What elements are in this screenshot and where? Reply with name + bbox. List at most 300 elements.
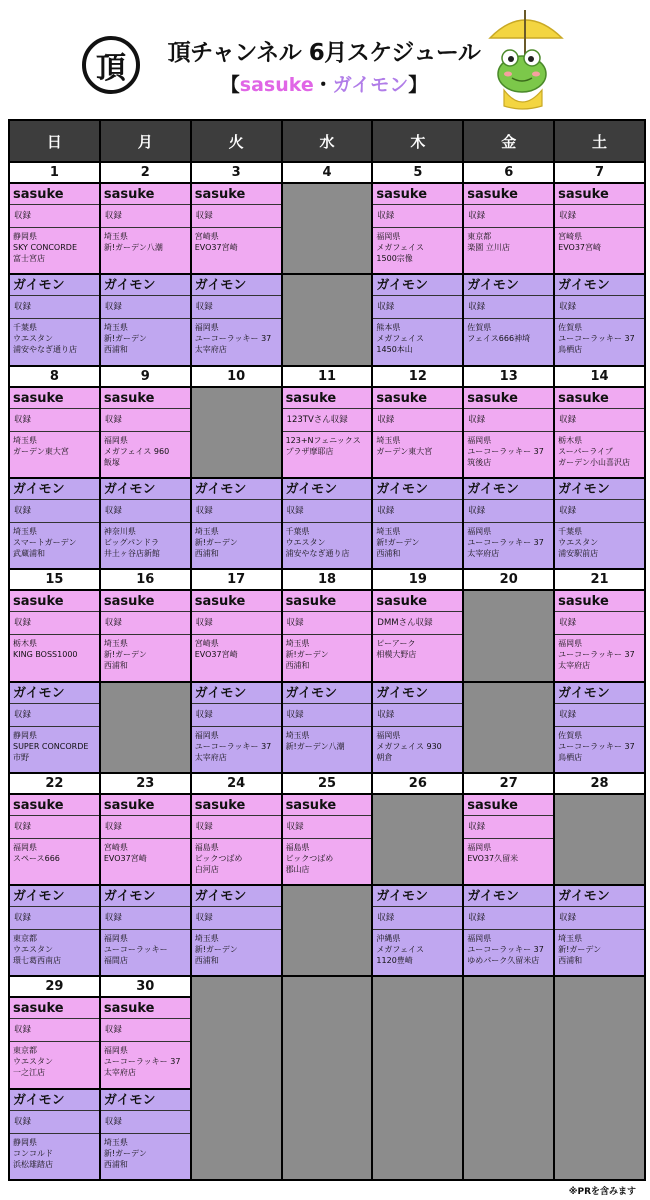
empty-slot (101, 683, 190, 772)
sasuke-slot (283, 591, 372, 680)
divider (555, 634, 644, 635)
recording-label: 収録 (377, 211, 395, 221)
performer-name: ガイモン (467, 278, 519, 294)
day-number: 26 (373, 774, 462, 793)
gaimon-slot (192, 275, 281, 364)
sasuke-slot (555, 388, 644, 477)
performer-name: ガイモン (558, 278, 610, 294)
divider (555, 611, 644, 612)
performer-name: ガイモン (376, 481, 429, 497)
empty-slot (464, 591, 553, 680)
day-number: 23 (101, 774, 190, 793)
sasuke-slot (555, 184, 644, 273)
recording-label: 収録 (14, 821, 32, 832)
divider (10, 1110, 99, 1111)
divider (464, 906, 553, 907)
performer-name: ガイモン (13, 481, 65, 497)
empty-day-cell (192, 977, 281, 1179)
recording-label: 収録 (286, 821, 304, 832)
recording-label: 収録 (14, 913, 32, 924)
divider (10, 499, 99, 500)
divider (283, 838, 372, 839)
venue-text: 埼玉県 新!ガーデン 西浦和 (194, 934, 238, 966)
recording-label: 収録 (14, 211, 32, 221)
gaimon-slot (10, 479, 99, 568)
day-cell (192, 163, 281, 365)
performer-name: ガイモン (467, 889, 519, 905)
performer-name: ガイモン (194, 278, 247, 294)
sasuke-slot (101, 388, 190, 477)
performer-name: ガイモン (13, 1092, 65, 1108)
empty-slot (283, 886, 372, 975)
divider (283, 431, 372, 432)
performer-name: ガイモン (13, 685, 65, 701)
divider (373, 611, 462, 612)
divider (464, 431, 553, 432)
gaimon-slot (464, 275, 553, 364)
divider (10, 227, 99, 228)
empty-day-cell (555, 977, 644, 1179)
venue-text: 千葉県 ウエスタン 浦安やなぎ通り店 (13, 323, 77, 355)
divider (101, 522, 190, 523)
sasuke-slot (373, 388, 462, 477)
divider (555, 204, 644, 205)
sasuke-slot (10, 388, 99, 477)
recording-label: 収録 (468, 211, 486, 221)
recording-label: 収録 (195, 913, 213, 924)
gaimon-slot (464, 886, 553, 975)
day-cell (464, 367, 553, 569)
day-number: 8 (10, 367, 99, 386)
divider (464, 838, 553, 839)
sasuke-slot (10, 795, 99, 884)
recording-label: 収録 (104, 211, 122, 221)
divider (555, 522, 644, 523)
venue-text: 福岡県 ユーコーラッキー 福間店 (103, 934, 168, 966)
day-number: 6 (464, 163, 553, 182)
performer-name: ガイモン (103, 278, 156, 294)
divider (373, 634, 462, 635)
divider (10, 522, 99, 523)
divider (555, 431, 644, 432)
performer-name: ガイモン (13, 889, 65, 905)
recording-label: 収録 (377, 913, 395, 924)
gaimon-slot (101, 1090, 190, 1179)
divider (10, 204, 99, 205)
empty-slot (555, 795, 644, 884)
gaimon-slot (10, 683, 99, 772)
subtitle-sasuke: sasuke (239, 74, 314, 96)
divider (192, 204, 281, 205)
divider (10, 318, 99, 319)
recording-label: 収録 (195, 618, 213, 629)
divider (373, 204, 462, 205)
performer-name: sasuke (194, 594, 246, 610)
divider (10, 634, 99, 635)
day-number: 28 (555, 774, 644, 793)
divider (10, 838, 99, 839)
performer-name: sasuke (103, 1001, 155, 1017)
venue-text: 123+Nフェニックス プラザ摩耶店 (285, 435, 361, 456)
performer-name: ガイモン (285, 685, 338, 701)
performer-name: sasuke (467, 390, 518, 406)
gaimon-slot (555, 479, 644, 568)
performer-name: ガイモン (13, 278, 65, 294)
weekday-header: 日 (10, 121, 99, 161)
performer-name: ガイモン (558, 685, 610, 701)
divider (192, 929, 281, 930)
gaimon-slot (192, 683, 281, 772)
sasuke-slot (283, 795, 372, 884)
venue-text: 千葉県 ウエスタン 浦安やなぎ通り店 (285, 526, 350, 558)
frog-umbrella-illustration (482, 2, 568, 114)
performer-name: ガイモン (376, 685, 429, 701)
empty-slot (283, 184, 372, 273)
day-number: 3 (192, 163, 281, 182)
day-number: 14 (555, 367, 644, 386)
day-cell (101, 977, 190, 1179)
day-cell (283, 163, 372, 365)
divider (373, 929, 462, 930)
recording-label: 収録 (468, 821, 486, 832)
day-cell (10, 570, 99, 772)
recording-label: 収録 (104, 913, 122, 924)
gaimon-slot (555, 275, 644, 364)
performer-name: sasuke (467, 187, 518, 202)
divider (464, 815, 553, 816)
sasuke-slot (464, 184, 553, 273)
day-cell (10, 163, 99, 365)
divider (283, 726, 372, 727)
divider (192, 227, 281, 228)
performer-name: sasuke (285, 594, 337, 610)
divider (192, 815, 281, 816)
performer-name: sasuke (13, 390, 64, 406)
venue-text: 埼玉県 新!ガーデン 西浦和 (194, 526, 238, 558)
recording-label: 収録 (559, 709, 577, 720)
performer-name: sasuke (558, 594, 609, 610)
sasuke-slot (555, 591, 644, 680)
header (0, 0, 650, 118)
sasuke-slot (192, 591, 281, 680)
empty-slot (464, 683, 553, 772)
recording-label: 収録 (559, 211, 577, 221)
divider (10, 906, 99, 907)
sasuke-slot (101, 184, 190, 273)
gaimon-slot (192, 886, 281, 975)
divider (373, 499, 462, 500)
venue-text: 宮崎県 EVO37宮崎 (194, 639, 238, 660)
divider (10, 431, 99, 432)
gaimon-slot (101, 886, 190, 975)
divider (101, 295, 190, 296)
day-number: 12 (373, 367, 462, 386)
performer-name: ガイモン (103, 481, 156, 497)
performer-name: ガイモン (558, 481, 610, 497)
venue-text: 福岡県 メガフェイス 960 飯塚 (103, 435, 170, 467)
recording-label: 収録 (104, 1025, 122, 1036)
pr-note: ※PRを含みます (568, 1187, 636, 1197)
divider (555, 906, 644, 907)
venue-text: 埼玉県 ガーデン東大宮 (376, 435, 433, 456)
divider (373, 318, 462, 319)
divider (464, 408, 553, 409)
day-number: 9 (101, 367, 190, 386)
page-title: 頂チャンネル 6月スケジュール (167, 40, 481, 66)
sasuke-slot (464, 388, 553, 477)
divider (101, 227, 190, 228)
performer-name: ガイモン (194, 481, 247, 497)
empty-slot (283, 275, 372, 364)
day-cell (283, 367, 372, 569)
day-number: 21 (555, 570, 644, 589)
recording-label: 収録 (104, 302, 122, 313)
divider (555, 726, 644, 727)
performer-name: sasuke (285, 390, 337, 406)
venue-text: 埼玉県 新!ガーデン 西浦和 (376, 526, 420, 558)
recording-label: 収録 (14, 414, 32, 425)
divider (555, 227, 644, 228)
recording-label: 収録 (468, 414, 486, 425)
divider (101, 634, 190, 635)
venue-text: 佐賀県 ユーコーラッキー 37 鳥栖店 (558, 730, 635, 762)
recording-label: 収録 (14, 1116, 32, 1127)
divider (192, 726, 281, 727)
venue-text: 静岡県 SUPER CONCORDE 市野 (13, 730, 89, 762)
recording-label: 収録 (14, 618, 32, 629)
divider (192, 295, 281, 296)
recording-label: 収録 (286, 505, 304, 516)
performer-name: ガイモン (558, 889, 610, 905)
divider (10, 703, 99, 704)
performer-name: sasuke (558, 187, 609, 202)
venue-text: 埼玉県 新!ガーデン八潮 (103, 232, 163, 252)
gaimon-slot (101, 275, 190, 364)
performer-name: sasuke (558, 390, 609, 406)
venue-text: 佐賀県 ユーコーラッキー 37 鳥栖店 (558, 323, 635, 355)
divider (101, 611, 190, 612)
day-cell (283, 570, 372, 772)
performer-name: sasuke (103, 390, 155, 406)
venue-text: 福岡県 ユーコーラッキー 37 太宰府店 (103, 1046, 181, 1078)
performer-name: sasuke (13, 187, 64, 202)
day-cell (192, 774, 281, 976)
divider (101, 431, 190, 432)
divider (555, 408, 644, 409)
day-number: 5 (373, 163, 462, 182)
day-number: 13 (464, 367, 553, 386)
weekday-header: 月 (101, 121, 190, 161)
recording-label: 収録 (14, 302, 32, 313)
divider (10, 1041, 99, 1042)
day-cell (373, 570, 462, 772)
venue-text: 埼玉県 新!ガーデン 西浦和 (103, 639, 147, 671)
performer-name: ガイモン (194, 685, 247, 701)
recording-label: 収録 (195, 211, 213, 221)
divider (464, 227, 553, 228)
venue-text: 福岡県 メガフェイス 930 朝倉 (376, 730, 442, 762)
divider (10, 408, 99, 409)
calendar-grid (8, 119, 646, 1181)
gaimon-slot (373, 886, 462, 975)
performer-name: sasuke (194, 797, 246, 813)
performer-name: ガイモン (376, 889, 429, 905)
divider (283, 611, 372, 612)
divider (192, 611, 281, 612)
sasuke-slot (373, 184, 462, 273)
divider (101, 1133, 190, 1134)
divider (101, 906, 190, 907)
sasuke-slot (283, 388, 372, 477)
day-number: 4 (283, 163, 372, 182)
sasuke-slot (192, 795, 281, 884)
performer-name: sasuke (376, 390, 428, 406)
day-number: 7 (555, 163, 644, 182)
performer-name: sasuke (13, 594, 64, 610)
divider (283, 499, 372, 500)
day-cell (555, 570, 644, 772)
venue-text: 福島県 ビックつばめ 郡山店 (285, 842, 334, 874)
recording-label: 収録 (104, 618, 122, 629)
recording-label: 収録 (104, 821, 122, 832)
subtitle-bracket-close: 】 (408, 74, 428, 96)
venue-text: 沖縄県 メガフェイス 1120豊崎 (376, 934, 424, 966)
divider (373, 431, 462, 432)
divider (464, 295, 553, 296)
divider (464, 204, 553, 205)
recording-label: 収録 (559, 618, 577, 629)
channel-logo (82, 36, 140, 94)
empty-slot (373, 795, 462, 884)
divider (10, 726, 99, 727)
venue-text: 栃木県 スーパーライブ ガーデン小山喜沢店 (558, 435, 630, 467)
recording-label: 123TVさん収録 (286, 414, 348, 425)
day-number: 17 (192, 570, 281, 589)
venue-text: 宮崎県 EVO37宮崎 (558, 232, 602, 252)
day-number: 2 (101, 163, 190, 182)
divider (101, 204, 190, 205)
venue-text: 福岡県 ユーコーラッキー 37 筑後店 (467, 435, 544, 467)
divider (10, 929, 99, 930)
venue-text: 埼玉県 新!ガーデン 西浦和 (558, 934, 602, 966)
divider (101, 929, 190, 930)
venue-text: 福岡県 スペース666 (13, 842, 60, 863)
day-cell (464, 774, 553, 976)
recording-label: 収録 (559, 414, 577, 425)
gaimon-slot (283, 479, 372, 568)
divider (101, 499, 190, 500)
divider (10, 815, 99, 816)
divider (464, 499, 553, 500)
empty-day-cell (283, 977, 372, 1179)
recording-label: 収録 (195, 505, 213, 516)
gaimon-slot (10, 886, 99, 975)
recording-label: 収録 (377, 414, 395, 425)
venue-text: 静岡県 SKY CONCORDE 富士宮店 (13, 232, 77, 263)
day-number: 1 (10, 163, 99, 182)
empty-slot (192, 388, 281, 477)
empty-day-cell (373, 977, 462, 1179)
divider (373, 227, 462, 228)
logo-char: 頂 (96, 51, 126, 86)
divider (464, 318, 553, 319)
subtitle-gaimon: ガイモン (332, 74, 409, 96)
day-number: 27 (464, 774, 553, 793)
divider (373, 906, 462, 907)
empty-day-cell (464, 977, 553, 1179)
sasuke-slot (10, 591, 99, 680)
performer-name: ガイモン (376, 278, 429, 294)
venue-text: 福岡県 ユーコーラッキー 37 太宰府店 (194, 323, 272, 355)
venue-text: 福岡県 ユーコーラッキー 37 太宰府店 (467, 526, 544, 558)
recording-label: 収録 (195, 821, 213, 832)
gaimon-slot (10, 1090, 99, 1179)
gaimon-slot (373, 479, 462, 568)
divider (555, 703, 644, 704)
day-cell (101, 570, 190, 772)
recording-label: 収録 (104, 505, 122, 516)
divider (373, 522, 462, 523)
venue-text: 埼玉県 新!ガーデン 西浦和 (285, 639, 329, 671)
performer-name: ガイモン (103, 889, 156, 905)
divider (10, 611, 99, 612)
performer-name: sasuke (103, 797, 155, 813)
divider (464, 522, 553, 523)
divider (101, 1110, 190, 1111)
divider (192, 634, 281, 635)
performer-name: sasuke (13, 797, 64, 813)
day-number: 11 (283, 367, 372, 386)
divider (283, 815, 372, 816)
divider (192, 906, 281, 907)
divider (283, 703, 372, 704)
day-cell (101, 163, 190, 365)
divider (101, 1018, 190, 1019)
divider (101, 318, 190, 319)
recording-label: 収録 (377, 505, 395, 516)
divider (10, 1133, 99, 1134)
divider (192, 838, 281, 839)
gaimon-slot (283, 683, 372, 772)
day-cell (373, 774, 462, 976)
divider (373, 408, 462, 409)
divider (192, 499, 281, 500)
recording-label: 収録 (468, 913, 486, 924)
weekday-header: 土 (555, 121, 644, 161)
venue-text: 佐賀県 フェイス666神埼 (467, 323, 531, 344)
day-number: 30 (101, 977, 190, 996)
divider (10, 295, 99, 296)
venue-text: 埼玉県 新!ガーデン 西浦和 (103, 1137, 147, 1169)
day-number: 24 (192, 774, 281, 793)
day-number: 19 (373, 570, 462, 589)
venue-text: 福岡県 ユーコーラッキー 37 太宰府店 (558, 639, 635, 671)
venue-text: 福岡県 メガフェイス 1500宗像 (376, 232, 424, 263)
divider (464, 929, 553, 930)
divider (192, 318, 281, 319)
recording-label: 収録 (468, 505, 486, 516)
day-cell (192, 367, 281, 569)
sasuke-slot (192, 184, 281, 273)
performer-name: sasuke (13, 1001, 64, 1017)
day-number: 10 (192, 367, 281, 386)
gaimon-slot (373, 275, 462, 364)
gaimon-slot (464, 479, 553, 568)
recording-label: DMMさん収録 (377, 618, 433, 629)
recording-label: 収録 (286, 618, 304, 629)
venue-text: 福岡県 ユーコーラッキー 37 太宰府店 (194, 730, 272, 762)
divider (373, 726, 462, 727)
